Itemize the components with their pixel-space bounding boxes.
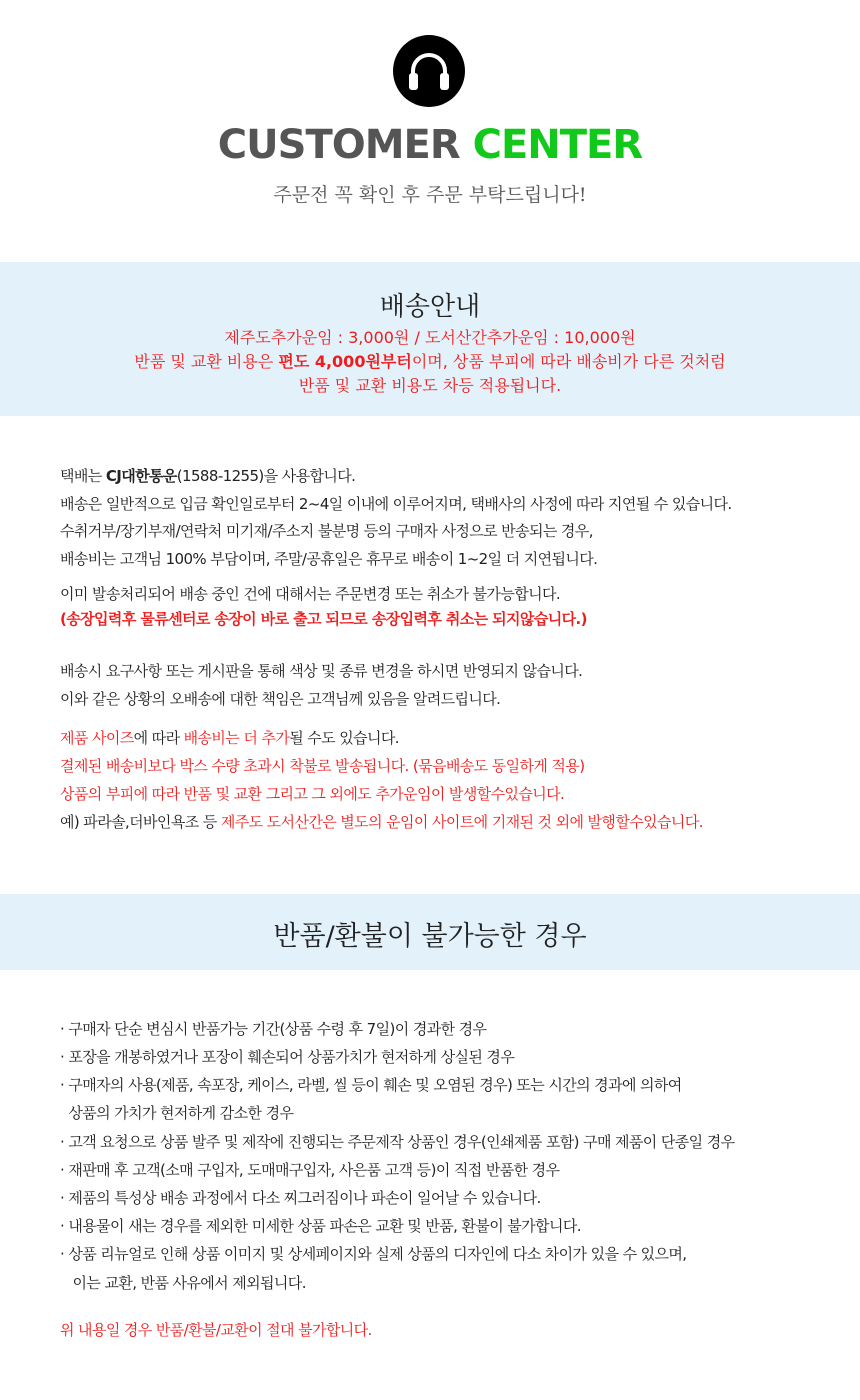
- return-cost-bold: 편도 4,000원부터: [278, 352, 412, 371]
- courier-line: [60, 465, 355, 486]
- courier-name: CJ대한통운: [105, 467, 177, 485]
- refund-list-item: 이는 교환, 반품 사유에서 제외됩니다.: [60, 1274, 306, 1292]
- example-red: 제주도 도서산간은 별도의 운임이 사이트에 기재된 것 외에 발행할수있습니다.: [220, 813, 703, 831]
- shipping-surcharge-line: 제주도추가운임 : 3,000원 / 도서산간추가운임 : 10,000원: [224, 328, 636, 347]
- shipping-band: [0, 262, 860, 416]
- extra-fee-line: 상품의 부피에 따라 반품 및 교환 그리고 그 외에도 추가운임이 발생할수있습니다.: [60, 785, 565, 803]
- responsibility-line: 이와 같은 상황의 오배송에 대한 책임은 고객님께 있음을 알려드립니다.: [60, 690, 501, 708]
- refund-warning: 위 내용일 경우 반품/환불/교환이 절대 불가합니다.: [60, 1321, 372, 1339]
- refund-list-item: · 포장을 개봉하였거나 포장이 훼손되어 상품가치가 현저하게 상실된 경우: [60, 1048, 515, 1066]
- refund-list-item: 상품의 가치가 현저하게 감소한 경우: [60, 1104, 294, 1122]
- return-cost-line: [0, 349, 860, 372]
- refund-list-item: · 상품 리뉴얼로 인해 상품 이미지 및 상세페이지와 실제 상품의 디자인에 다소 차이가 있을 수 있으며,: [60, 1245, 687, 1263]
- refund-list-item: · 재판매 후 고객(소매 구입자, 도매매구입자, 사은품 고객 등)이 직접 반품한 경우: [60, 1161, 560, 1179]
- refund-list-item: · 고객 요청으로 상품 발주 및 제작에 진행되는 주문제작 상품인 경우(인쇄제품 포함) 구매 제품이 단종일 경우: [60, 1133, 735, 1151]
- request-notice-line: 배송시 요구사항 또는 게시판을 통해 색상 및 종류 변경을 하시면 반영되지 않습니다.: [60, 662, 583, 680]
- size-fee-line: [60, 727, 399, 748]
- cancel-warning-line: (송장입력후 물류센터로 송장이 바로 출고 되므로 송장입력후 취소는 되지않습니다.): [60, 610, 587, 628]
- customer-center-header: [0, 0, 860, 262]
- shipping-title: 배송안내: [379, 292, 481, 322]
- return-cost-line-2: 반품 및 교환 비용도 차등 적용됩니다.: [298, 376, 562, 395]
- brand-part-customer: CUSTOMER: [217, 122, 460, 168]
- brand-part-center: CENTER: [472, 122, 643, 168]
- delivery-time-line: 배송은 일반적으로 입금 확인일로부터 2~4일 이내에 이루어지며, 택배사의 사정에 따라 지연될 수 있습니다.: [60, 495, 732, 513]
- refund-band: [0, 894, 860, 970]
- return-cost-post: 이며, 상품 부피에 따라 배송비가 다른 것처럼: [411, 352, 726, 371]
- courier-pre: 택배는: [60, 467, 106, 485]
- return-reason-line: 수취거부/장기부재/연락처 미기재/주소지 불분명 등의 구매자 사정으로 반송되는 경우,: [60, 522, 593, 540]
- cod-line: 결제된 배송비보다 박스 수량 초과시 착불로 발송됩니다. (묶음배송도 동일하게 적용): [60, 757, 585, 775]
- example-pre: 예) 파라솔,더바인욕조 등: [60, 813, 221, 831]
- refund-list-item: · 내용물이 새는 경우를 제외한 미세한 상품 파손은 교환 및 반품, 환불이 불가합니다.: [60, 1217, 581, 1235]
- refund-list-item: · 구매자의 사용(제품, 속포장, 케이스, 라벨, 씰 등이 훼손 및 오염된 경우) 또는 시간의 경과에 의하여: [60, 1076, 682, 1094]
- size-fee-c: 배송비는 더 추가: [183, 729, 290, 747]
- refund-list-item: · 제품의 특성상 배송 과정에서 다소 찌그러짐이나 파손이 일어날 수 있습니다.: [60, 1189, 541, 1207]
- size-fee-d: 될 수도 있습니다.: [289, 729, 399, 747]
- shipping-fee-line: 배송비는 고객님 100% 부담이며, 주말/공휴일은 휴무로 배송이 1~2일 더 지연됩니다.: [60, 550, 598, 568]
- example-line: [60, 811, 703, 832]
- brand-title: [0, 122, 860, 168]
- size-fee-a: 제품 사이즈: [60, 729, 134, 747]
- refund-list-item: · 구매자 단순 변심시 반품가능 기간(상품 수령 후 7일)이 경과한 경우: [60, 1020, 487, 1038]
- courier-post: (1588-1255)을 사용합니다.: [176, 467, 356, 485]
- size-fee-b: 에 따라: [133, 729, 184, 747]
- cancel-notice-line: 이미 발송처리되어 배송 중인 건에 대해서는 주문변경 또는 취소가 불가능합니다.: [60, 585, 561, 603]
- headphones-icon: [393, 35, 465, 107]
- return-cost-pre: 반품 및 교환 비용은: [134, 352, 279, 371]
- tagline: 주문전 꼭 확인 후 주문 부탁드립니다!: [273, 184, 587, 206]
- refund-title: 반품/환불이 불가능한 경우: [273, 921, 587, 952]
